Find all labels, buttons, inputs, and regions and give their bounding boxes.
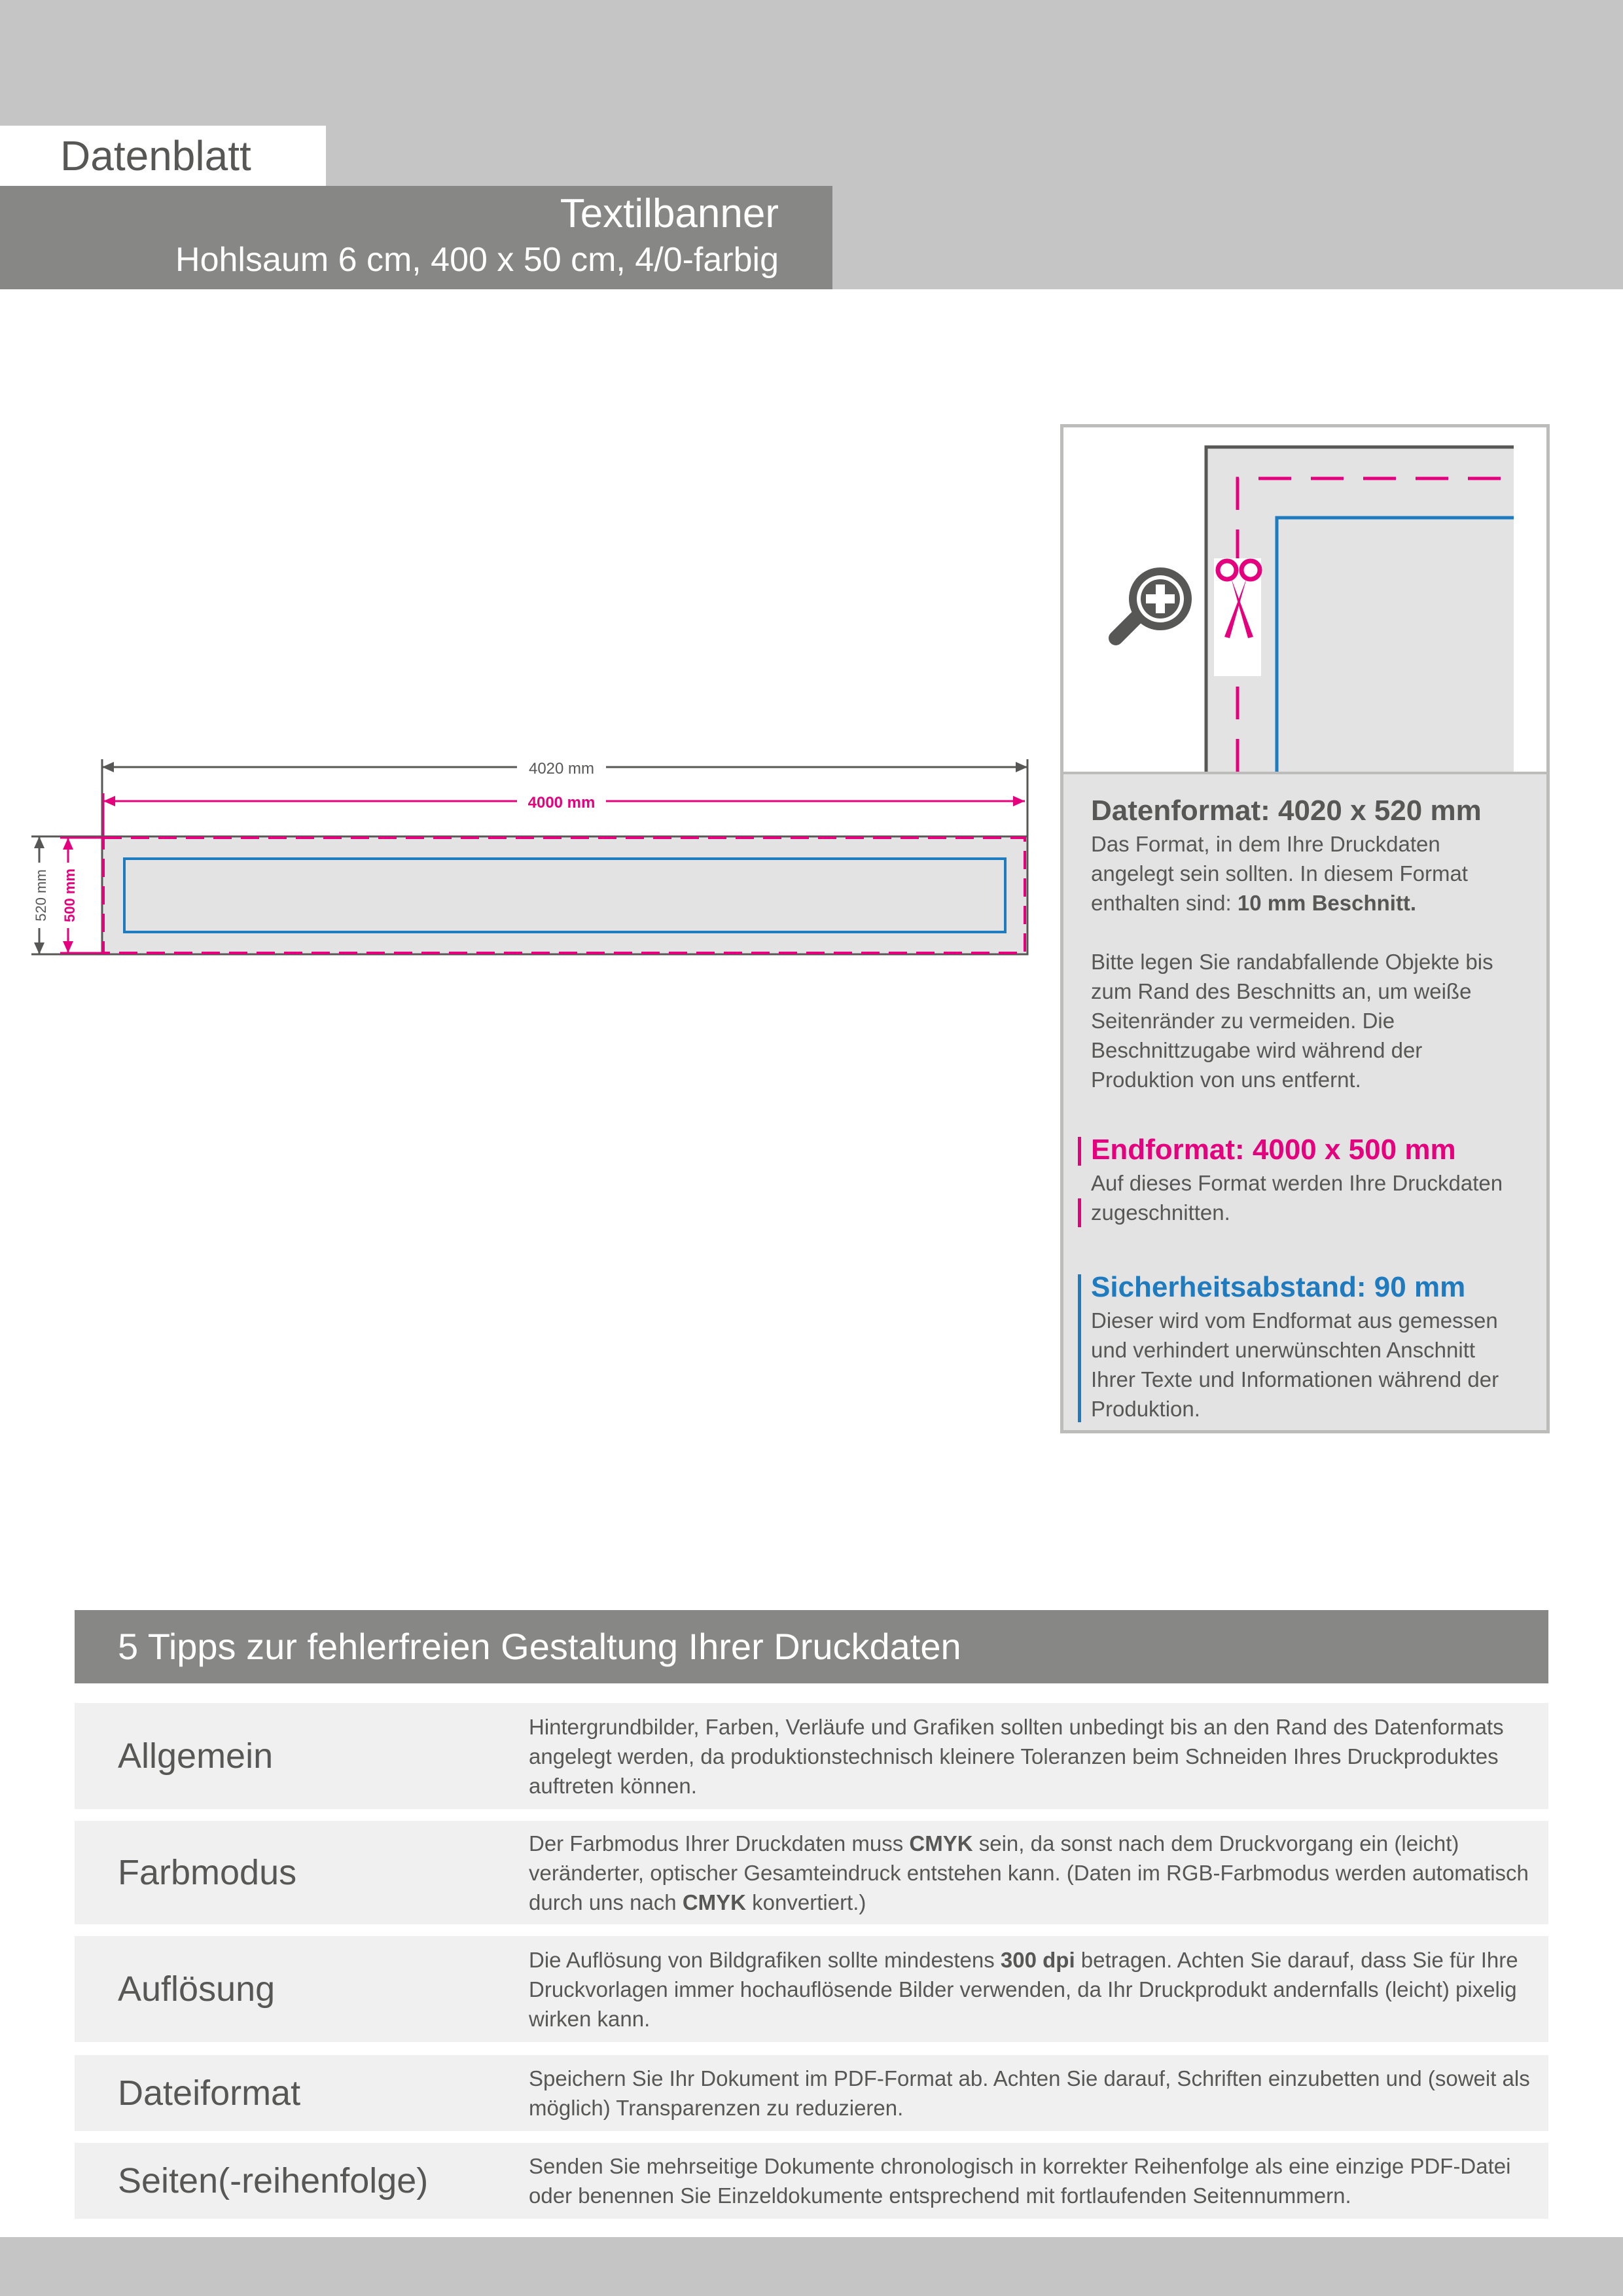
height-final-label: 500 mm: [62, 869, 78, 922]
safety-block: [1091, 1269, 1523, 1424]
final-format-title: Endformat: 4000 x 500 mm: [1091, 1134, 1456, 1166]
tip-label-dateiformat: Dateiformat: [118, 2073, 301, 2113]
farbmodus-text-3: konvertiert.): [746, 1890, 866, 1914]
banner-format-diagram: [0, 746, 1060, 969]
aufloesung-dpi: 300 dpi: [1000, 1947, 1075, 1972]
tip-text-allgemein: Hintergrundbilder, Farben, Verläufe und Grafiken sollten unbedingt bis an den Rand des Datenformats angelegt werden, da produktionstechnisch kleinere Toleranzen beim Schneiden Ihres Druckproduktes auftreten können.: [529, 1714, 1504, 1798]
tip-text-aufloesung-content: [529, 1945, 1537, 2034]
banner-data-format: [102, 836, 1027, 954]
farbmodus-cmyk-2: CMYK: [682, 1890, 746, 1914]
width-final-label: 4000 mm: [527, 794, 596, 812]
tip-row-aufloesung: [75, 1936, 1548, 2042]
tip-text-farbmodus: [529, 1821, 1537, 1924]
tip-label-seiten: Seiten(-reihenfolge): [118, 2161, 429, 2200]
data-format-title: Datenformat: 4020 x 520 mm: [1091, 795, 1482, 827]
width-data-label: 4020 mm: [528, 760, 595, 778]
final-format-block: [1091, 1132, 1523, 1227]
tip-text-aufloesung: [529, 1936, 1537, 2042]
tip-text-dateiformat: Speichern Sie Ihr Dokument im PDF-Format ab. Achten Sie darauf, Schriften einzubetten und (soweit als möglich) Transparenzen zu reduzieren.: [529, 2066, 1530, 2120]
safety-text: Dieser wird vom Endformat aus gemessen und verhindert unerwünschten Anschnitt Ihrer Texte und Informationen während der Produktion.: [1091, 1308, 1499, 1421]
product-title-box: [0, 186, 832, 289]
product-title: Textilbanner: [560, 191, 779, 236]
data-format-text-part: Das Format, in dem Ihre Druckdaten angelegt sein sollten. In diesem Format enthalten sind:: [1091, 832, 1468, 915]
zoom-in-icon: [1116, 567, 1192, 638]
tip-label-aufloesung: Auflösung: [118, 1969, 276, 2009]
data-format-block: [1091, 793, 1523, 1094]
tip-label-allgemein: Allgemein: [118, 1736, 274, 1776]
final-format-marker-top: [1078, 1137, 1081, 1166]
safety-title: Sicherheitsabstand: 90 mm: [1091, 1271, 1466, 1303]
height-data-label: 520 mm: [33, 869, 49, 922]
safety-marker: [1078, 1274, 1081, 1422]
zoom-detail: [1063, 427, 1546, 772]
aufloesung-text-1: Die Auflösung von Bildgrafiken sollte mindestens: [529, 1947, 1001, 1972]
info-text: [1063, 772, 1546, 1430]
tip-row-farbmodus: [75, 1821, 1548, 1924]
product-subtitle: Hohlsaum 6 cm, 400 x 50 cm, 4/0-farbig: [175, 241, 779, 279]
format-info-panel: [1060, 424, 1550, 1433]
tip-row-allgemein: [75, 1703, 1548, 1809]
scissors-icon: [1214, 558, 1261, 676]
final-format-marker-bottom: [1078, 1198, 1081, 1227]
tip-row-dateiformat: [75, 2055, 1548, 2131]
corner-detail-graphic: [1063, 427, 1546, 772]
document-label: Datenblatt: [0, 126, 326, 186]
final-format-text: Auf dieses Format werden Ihre Druckdaten zugeschnitten.: [1091, 1171, 1503, 1225]
farbmodus-text-1: Der Farbmodus Ihrer Druckdaten muss: [529, 1831, 910, 1856]
height-final-dimension: [58, 838, 102, 953]
tip-text-seiten: Senden Sie mehrseitige Dokumente chronologisch in korrekter Reihenfolge als eine einzige PDF-Datei oder benennen Sie Einzeldokumente entsprechend mit fortlaufenden Seitennummern.: [529, 2154, 1511, 2208]
footer-band: [0, 2237, 1623, 2296]
bleed-hint-text: Bitte legen Sie randabfallende Objekte bis zum Rand des Beschnitts an, um weiße Seitenränder zu vermeiden. Die Beschnittzugabe wird während der Produktion von uns entfernt.: [1091, 950, 1493, 1092]
aufloesung-text-2: betragen. Achten Sie darauf, dass Sie für Ihre Druckvorlagen immer hochauflösende Bilder verwenden, da Ihr Druckprodukt andernfalls (leicht) pixelig wirken kann.: [529, 1947, 1518, 2031]
bleed-emphasis: 10 mm Beschnitt.: [1237, 891, 1417, 915]
tip-text-farbmodus-content: [529, 1829, 1537, 1917]
farbmodus-cmyk-1: CMYK: [909, 1831, 973, 1856]
tip-row-seiten: [75, 2143, 1548, 2219]
tip-label-farbmodus: Farbmodus: [118, 1853, 297, 1892]
data-format-text: [1091, 829, 1523, 918]
farbmodus-text-2: sein, da sonst nach dem Druckvorgang ein (leicht) veränderter, optischer Gesamteindruck entstehen kann. (Daten im RGB-Farbmodus werden automatisch durch uns nach: [529, 1831, 1529, 1914]
tips-heading: 5 Tipps zur fehlerfreien Gestaltung Ihrer Druckdaten: [75, 1610, 1548, 1683]
